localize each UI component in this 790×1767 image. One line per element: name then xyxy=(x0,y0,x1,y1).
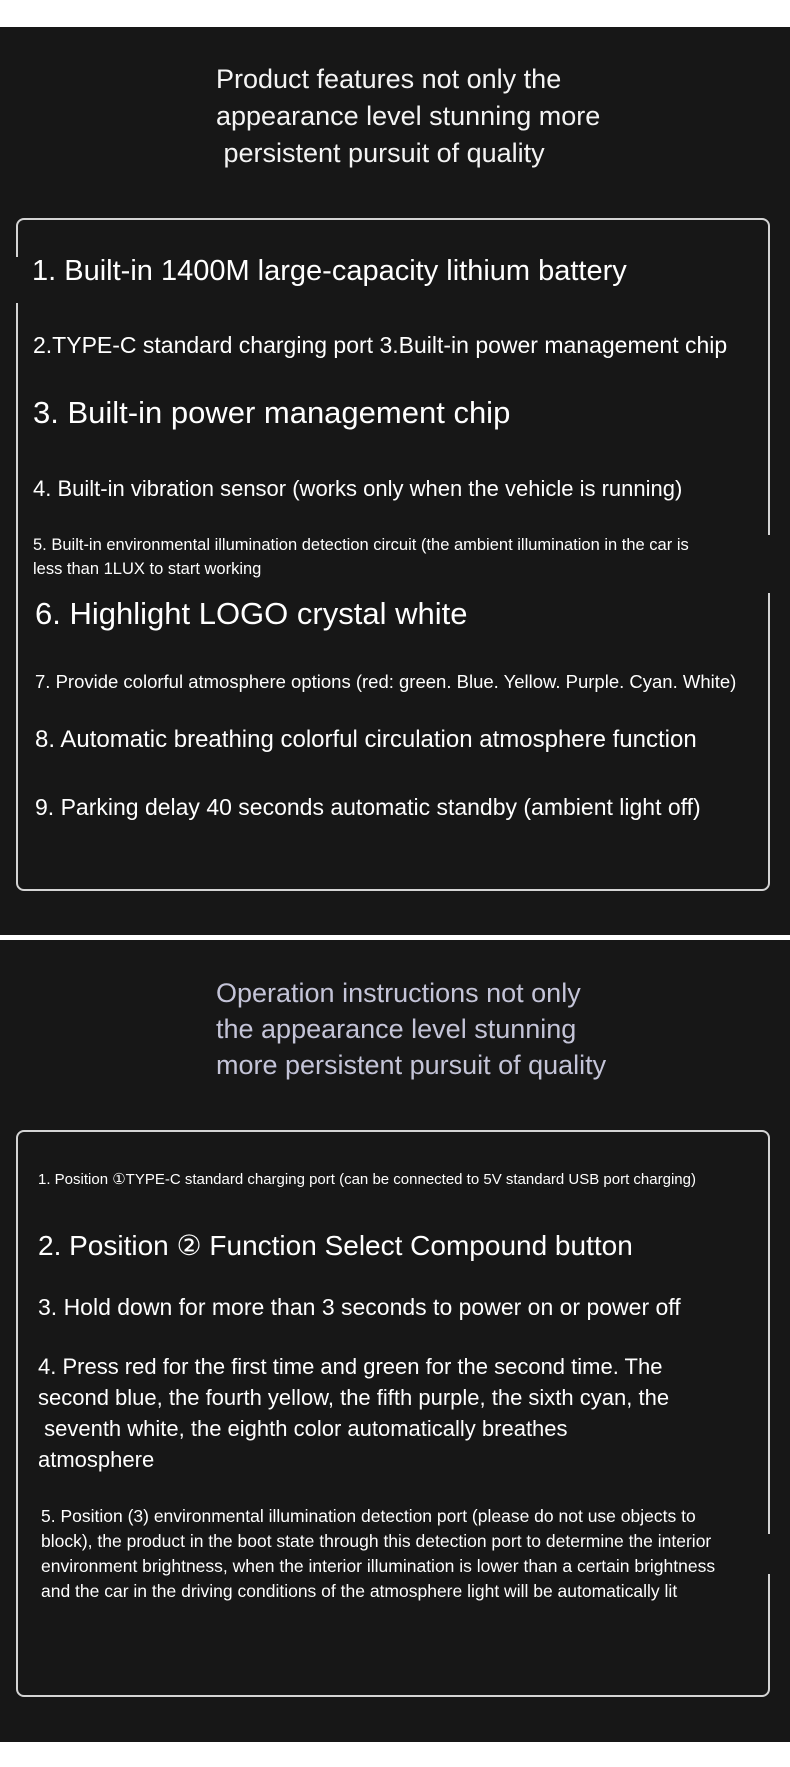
operation-item-5-line: environment brightness, when the interior illumination is lower than a certain brightness xyxy=(41,1556,716,1576)
operation-item-4-line: seventh white, the eighth color automatically breathes xyxy=(38,1416,568,1441)
operation-item-5-line: and the car in the driving conditions of the atmosphere light will be automatically lit xyxy=(41,1581,678,1601)
feature-item-8: 8. Automatic breathing colorful circulation atmosphere function xyxy=(35,726,697,753)
operation-item-4-line: second blue, the fourth yellow, the fifth purple, the sixth cyan, the xyxy=(38,1385,670,1410)
operation-item-4 xyxy=(38,1351,669,1475)
features-heading-line: persistent pursuit of quality xyxy=(216,138,545,168)
features-panel xyxy=(0,27,790,935)
operations-heading xyxy=(216,975,676,1083)
operation-item-5 xyxy=(41,1504,715,1604)
feature-item-3: 3. Built-in power management chip xyxy=(33,395,511,430)
operation-item-5-line: 5. Position (3) environmental illumination detection port (please do not use objects to xyxy=(41,1506,696,1526)
feature-item-7: 7. Provide colorful atmosphere options (red: green. Blue. Yellow. Purple. Cyan. White) xyxy=(35,671,737,692)
operations-panel xyxy=(0,940,790,1742)
operation-item-1: 1. Position ①TYPE-C standard charging port (can be connected to 5V standard USB port charging) xyxy=(38,1171,696,1188)
operation-item-4-line: atmosphere xyxy=(38,1447,155,1472)
border-gap xyxy=(767,535,773,593)
feature-item-1: 1. Built-in 1400M large-capacity lithium battery xyxy=(32,255,627,287)
operations-heading-line: more persistent pursuit of quality xyxy=(216,1050,607,1080)
feature-item-5 xyxy=(33,533,689,581)
features-heading-line: appearance level stunning more xyxy=(216,101,601,131)
operation-item-2: 2. Position ② Function Select Compound button xyxy=(38,1230,633,1261)
feature-item-6: 6. Highlight LOGO crystal white xyxy=(35,596,468,631)
features-heading xyxy=(216,61,676,172)
feature-item-5-line: 5. Built-in environmental illumination detection circuit (the ambient illumination in the car is xyxy=(33,536,689,554)
operations-heading-line: Operation instructions not only xyxy=(216,978,581,1008)
features-heading-line: Product features not only the xyxy=(216,64,562,94)
feature-item-5-line: less than 1LUX to start working xyxy=(33,560,262,578)
operation-item-4-line: 4. Press red for the first time and green for the second time. The xyxy=(38,1354,663,1379)
feature-item-4: 4. Built-in vibration sensor (works only when the vehicle is running) xyxy=(33,476,683,501)
operation-item-5-line: block), the product in the boot state through this detection port to determine the interior xyxy=(41,1531,712,1551)
operation-item-3: 3. Hold down for more than 3 seconds to power on or power off xyxy=(38,1294,681,1320)
feature-item-2: 2.TYPE-C standard charging port 3.Built-in power management chip xyxy=(33,332,728,358)
operations-heading-line: the appearance level stunning xyxy=(216,1014,577,1044)
feature-item-9: 9. Parking delay 40 seconds automatic standby (ambient light off) xyxy=(35,794,701,820)
border-gap xyxy=(767,1534,773,1574)
border-gap xyxy=(15,257,21,303)
